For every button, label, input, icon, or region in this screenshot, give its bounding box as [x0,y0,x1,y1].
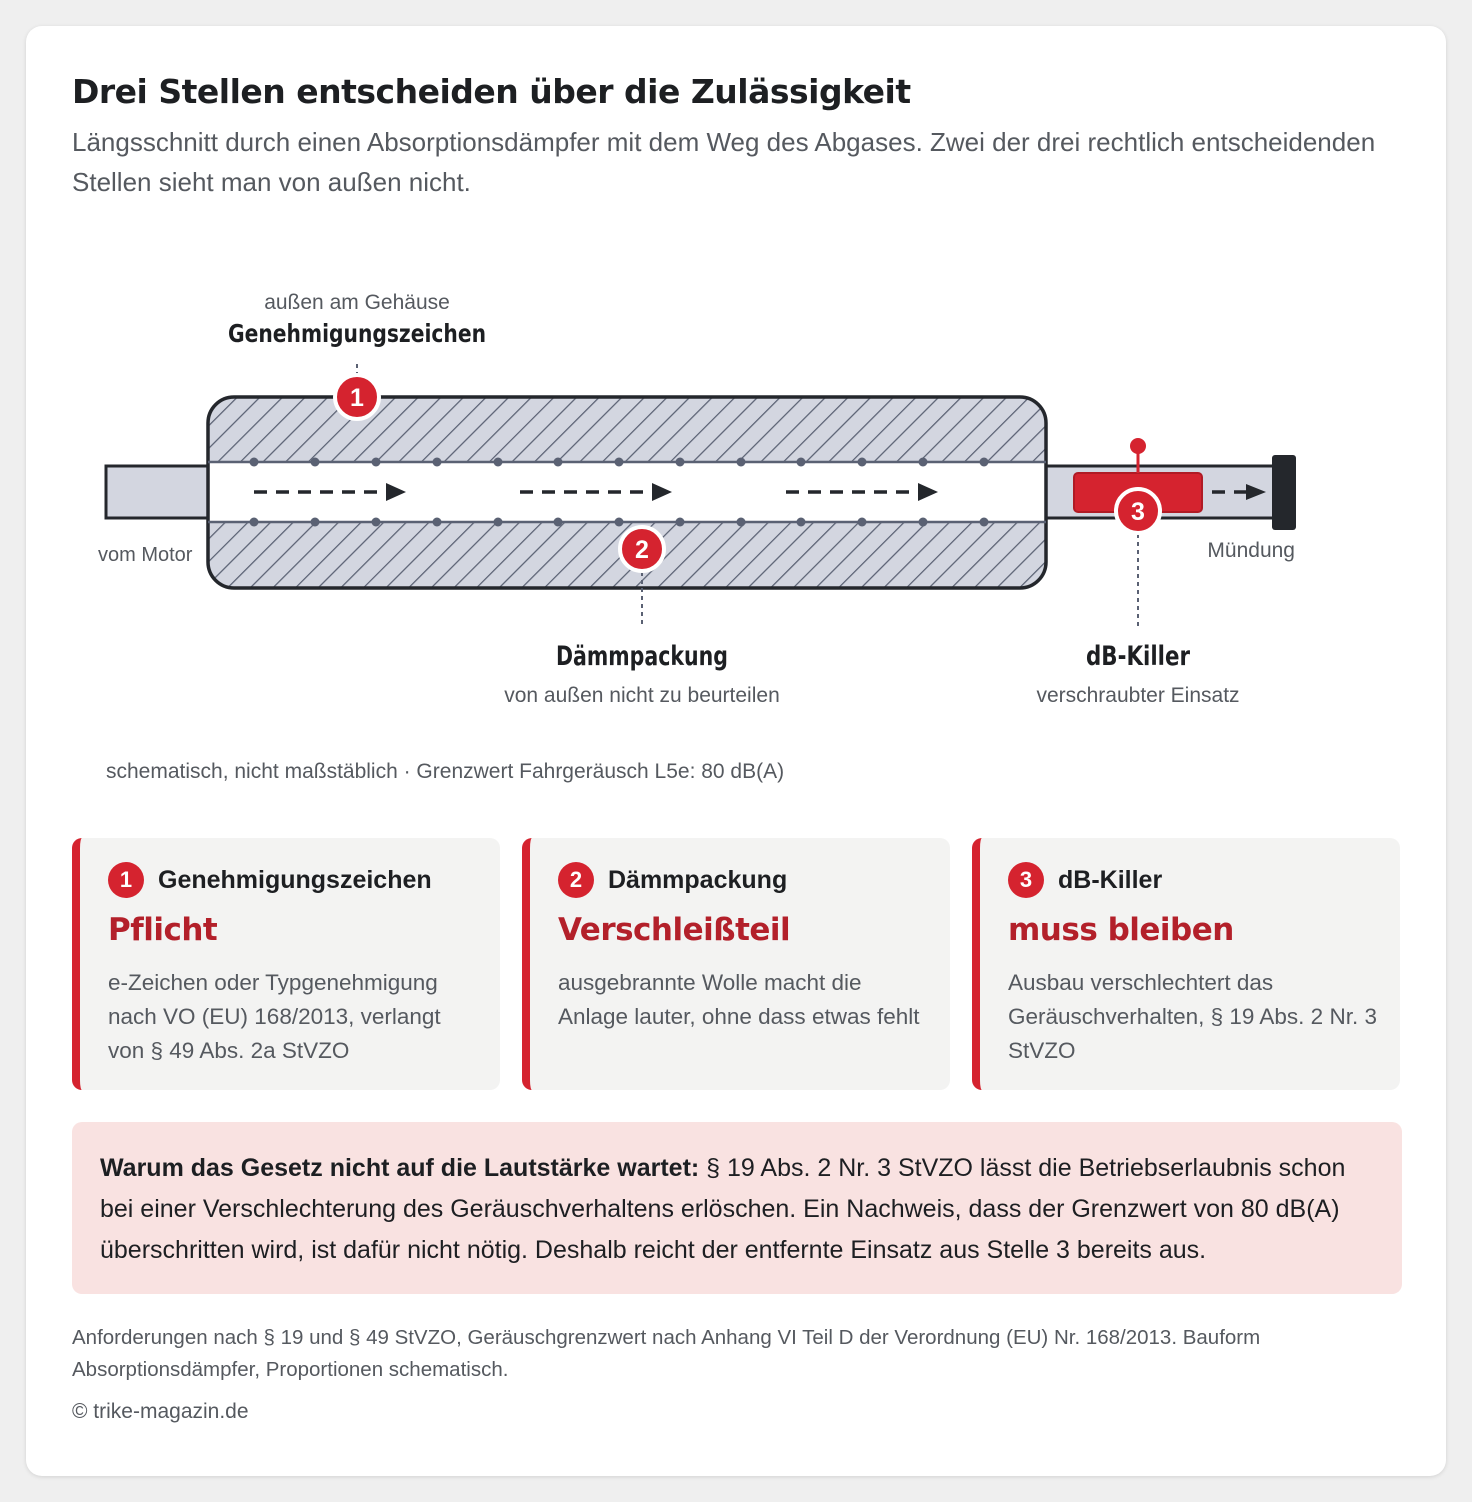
inlet-label: vom Motor [98,544,193,566]
card-status: Verschleißteil [558,912,791,948]
card-description: ausgebrannte Wolle macht die Anlage lauter, ohne dass etwas fehlt [558,970,920,1029]
card-description: Ausbau verschlechtert das Geräuschverhalten, § 19 Abs. 2 Nr. 3 StVZO [1008,970,1377,1063]
marker-3 [1116,489,1160,533]
marker-2 [620,527,664,571]
diagram-note: schematisch, nicht maßstäblich · Grenzwert Fahrgeräusch L5e: 80 dB(A) [106,760,785,783]
callout-lead: Warum das Gesetz nicht auf die Lautstärke wartet: [100,1154,700,1182]
svg-text:3: 3 [1131,498,1145,526]
copyright: © trike-magazin.de [72,1400,249,1423]
svg-text:2: 2 [635,536,649,564]
point-1-caption: außen am Gehäuse [264,291,450,314]
source-note: Anforderungen nach § 19 und § 49 StVZO, Geräuschgrenzwert nach Anhang VI Teil D der Verordnung (EU) Nr. 168/2013. Bauform Absorptionsdämpfer, Proportionen schematisch. [72,1326,1261,1381]
number-badge: 1 [108,862,144,898]
number-badge: 2 [558,862,594,898]
svg-text:1: 1 [350,384,364,412]
outlet-label: Mündung [1207,539,1295,562]
page-title: Drei Stellen entscheiden über die Zulässigkeit [72,72,911,111]
page-subtitle: Längsschnitt durch einen Absorptionsdämpfer mit dem Weg des Abgases. Zwei der drei rechtlich entscheidenden Stellen sieht man von außen nicht. [72,127,1376,197]
point-1-title: Genehmigungszeichen [228,319,486,348]
inlet-pipe [106,466,210,518]
card-label: dB-Killer [1058,865,1163,894]
card-label: Genehmigungszeichen [158,865,432,894]
point-3-caption: verschraubter Einsatz [1036,684,1240,707]
callout-box [72,1122,1402,1294]
card-status: muss bleiben [1008,912,1234,948]
point-2-caption: von außen nicht zu beurteilen [504,684,780,707]
callout-body: § 19 Abs. 2 Nr. 3 StVZO lässt die Betriebserlaubnis schon bei einer Verschlechterung des Geräuschverhaltens erlöschen. Ein Nachweis, dass der Grenzwert von 80 dB(A) überschritten wird, ist dafür nicht nötig. Deshalb reicht der entfernte Einsatz aus Stelle 3 bereits aus. [100,1154,1346,1264]
marker-1 [335,375,379,419]
card-label: Dämmpackung [608,865,788,894]
number-badge: 3 [1008,862,1044,898]
point-2-title: Dämmpackung [556,641,728,672]
info-card-3 [972,838,1400,1090]
card-description: e-Zeichen oder Typgenehmigung nach VO (EU) 168/2013, verlangt von § 49 Abs. 2a StVZO [108,970,441,1063]
info-card-2 [522,838,950,1090]
outlet-end-cap [1272,455,1296,530]
info-card-1 [72,838,500,1090]
card-status: Pflicht [108,912,218,948]
point-3-title: dB-Killer [1086,641,1191,672]
